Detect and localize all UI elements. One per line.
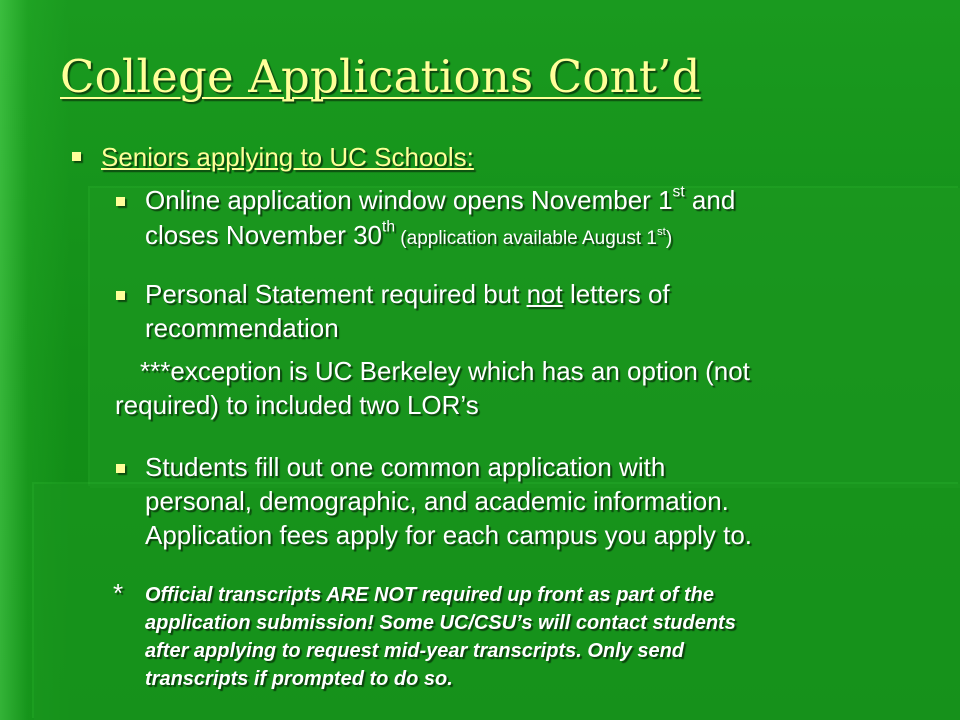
item1-line2-sup: th [382, 218, 396, 236]
item1-note-end: ) [665, 228, 673, 249]
item2-emphasis: not [526, 279, 563, 309]
bullet-square-icon [72, 152, 81, 161]
item2-line1-text: Personal Statement required but [145, 279, 527, 309]
bullet-square-icon [116, 197, 125, 206]
item3-line3: Application fees apply for each campus you apply to. [145, 520, 753, 550]
note-asterisk: * [113, 578, 124, 608]
item1-line1-text: Online application window opens November 1 [145, 185, 673, 215]
item1-line1-end: and [684, 185, 736, 215]
item1-line2-note [395, 225, 673, 249]
item3-line1: Students fill out one common application with [145, 452, 666, 482]
item3-line2: personal, demographic, and academic information. [145, 486, 729, 516]
exception-line2: required) to included two LOR’s [115, 390, 479, 420]
item1-line1 [145, 185, 735, 216]
item1-note-sup: st [656, 225, 666, 238]
note-line1: Official transcripts ARE NOT required up front as part of the [145, 584, 714, 606]
item2-line1 [145, 279, 670, 310]
note-line4: transcripts if prompted to do so. [145, 668, 453, 690]
note-line3: after applying to request mid-year transcripts. Only send [145, 640, 685, 662]
exception-line1: ***exception is UC Berkeley which has an option (not [140, 356, 750, 386]
note-line2: application submission! Some UC/CSU’s will contact students [145, 612, 736, 634]
item1-line1-sup: st [672, 183, 685, 201]
bullet-square-icon [116, 291, 125, 300]
item1-line2-text: closes November 30 [145, 220, 382, 250]
bullet-square-icon [116, 464, 125, 473]
item2-line1-end: letters of [562, 279, 670, 309]
item1-line2 [145, 220, 672, 251]
slide-title: College Applications Cont’d [60, 50, 701, 103]
item2-line2: recommendation [145, 313, 339, 343]
main-bullet-text: Seniors applying to UC Schools: [101, 142, 474, 172]
item1-note-text: (application available August 1 [395, 228, 657, 249]
